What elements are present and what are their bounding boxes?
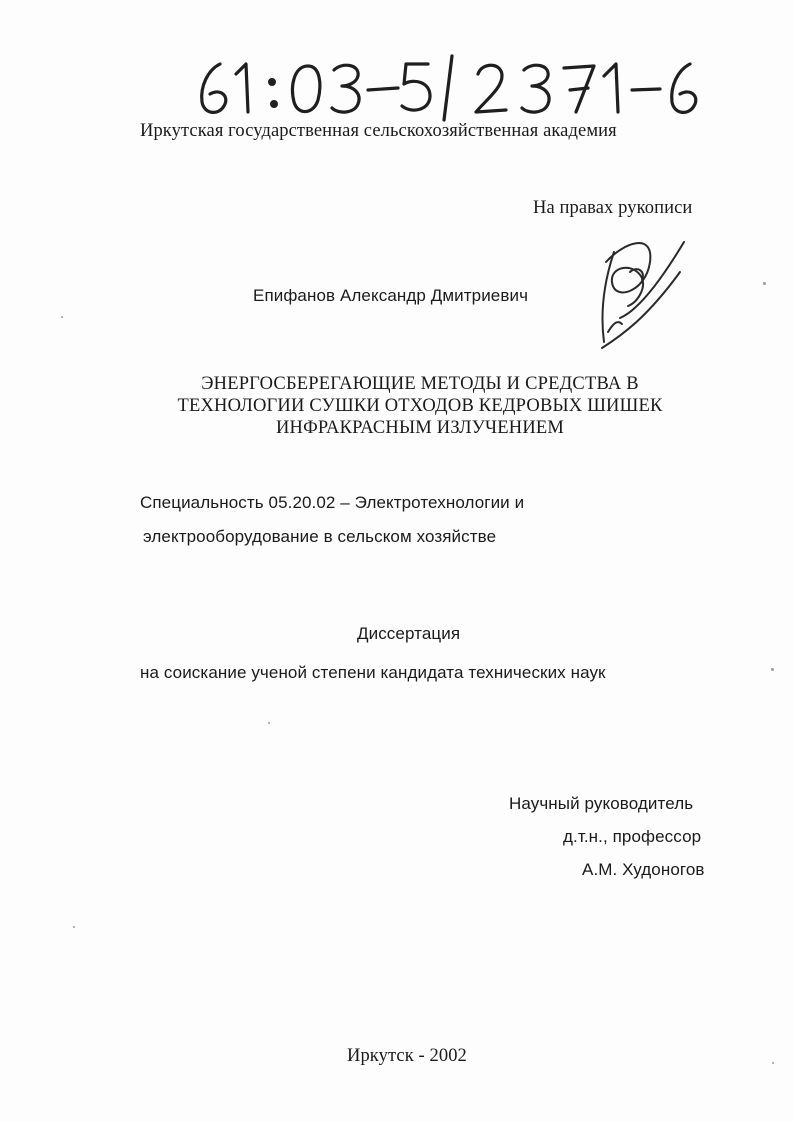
specialty-line-1: Специальность 05.20.02 – Электротехнологии и xyxy=(140,493,525,512)
dissertation-title-line-1: ЭНЕРГОСБЕРЕГАЮЩИЕ МЕТОДЫ И СРЕДСТВА В xyxy=(201,374,639,394)
handwritten-archive-number xyxy=(190,52,710,122)
scan-speck xyxy=(61,316,63,318)
scan-speck xyxy=(771,668,774,671)
specialty-line-2: электрооборудование в сельском хозяйстве xyxy=(143,527,497,546)
manuscript-rights-note: На правах рукописи xyxy=(533,198,693,218)
scan-speck xyxy=(268,722,270,724)
supervisor-label: Научный руководитель xyxy=(509,794,694,813)
dissertation-title-line-3: ИНФРАКРАСНЫМ ИЗЛУЧЕНИЕМ xyxy=(275,418,565,438)
author-signature xyxy=(584,222,694,356)
degree-line: на соискание ученой степени кандидата технических наук xyxy=(140,663,606,682)
place-and-year: Иркутск - 2002 xyxy=(347,1046,467,1066)
institution-name: Иркутская государственная сельскохозяйственная академия xyxy=(140,121,617,141)
supervisor-name: А.М. Худоногов xyxy=(582,860,705,879)
scan-speck xyxy=(772,1062,774,1064)
supervisor-rank: д.т.н., профессор xyxy=(563,827,702,846)
scan-speck xyxy=(73,926,75,928)
work-type: Диссертация xyxy=(357,624,461,643)
scan-speck xyxy=(763,282,766,285)
author-name: Епифанов Александр Дмитриевич xyxy=(253,286,529,305)
dissertation-title-line-2: ТЕХНОЛОГИИ СУШКИ ОТХОДОВ КЕДРОВЫХ ШИШЕК xyxy=(177,396,663,416)
